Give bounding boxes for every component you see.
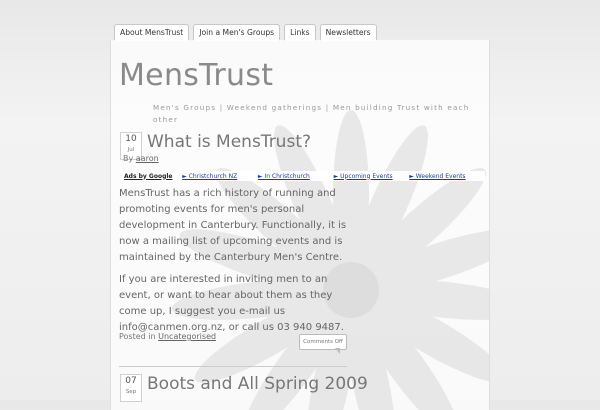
byline-label: By [123, 154, 134, 163]
author-link[interactable]: aaron [135, 154, 159, 163]
posted-in-label: Posted in [119, 332, 156, 341]
google-ads-bar [121, 171, 485, 181]
post-date-month: Sep [125, 389, 137, 395]
ad-link-in-christchurch[interactable]: ► In Christchurch [257, 172, 310, 180]
post-date-badge [120, 374, 142, 402]
ad-link-upcoming-events[interactable]: ► Upcoming Events [333, 172, 393, 180]
comments-bubble-tail [335, 348, 340, 354]
tab-join-group[interactable]: Join a Men's Groups [193, 24, 280, 41]
ad-link-weekend-events[interactable]: ► Weekend Events [409, 172, 466, 180]
content-panel [110, 40, 490, 410]
comments-bubble: Comments Off [299, 334, 347, 350]
tab-about[interactable]: About MensTrust [114, 24, 189, 41]
post-title[interactable]: Boots and All Spring 2009 [147, 374, 368, 394]
post-date-month: Jul [127, 147, 135, 153]
category-link[interactable]: Uncategorised [158, 332, 217, 341]
ad-link-christchurch-nz[interactable]: ► Christchurch NZ [182, 172, 238, 180]
post-title[interactable]: What is MensTrust? [147, 132, 312, 152]
site-tagline: Men's Groups | Weekend gatherings | Men building Trust with each other [153, 103, 470, 124]
post-divider [119, 366, 347, 367]
post-date-day: 10 [125, 134, 137, 144]
site-title[interactable]: MensTrust [119, 58, 274, 93]
post-byline [123, 154, 159, 163]
post-category-line [119, 332, 216, 341]
tab-links[interactable]: Links [284, 24, 316, 41]
post-date-day: 07 [125, 376, 137, 386]
post-paragraph: MensTrust has a rich history of running and promoting events for men's personal development in Canterbury. Functionally, it is now a mailing list of upcoming events and is maintained by the Canterbury Men's Centre. [119, 188, 347, 263]
ads-by-google-link[interactable]: Ads by Google [124, 172, 173, 180]
post-paragraph: If you are interested in inviting men to an event, or want to hear about them as they come up, I suggest you e-mail us info@canmen.org.nz, or call us 03 940 9487. [119, 274, 344, 333]
top-nav [114, 24, 377, 41]
post-body [119, 186, 351, 342]
tab-newsletters[interactable]: Newsletters [320, 24, 377, 41]
